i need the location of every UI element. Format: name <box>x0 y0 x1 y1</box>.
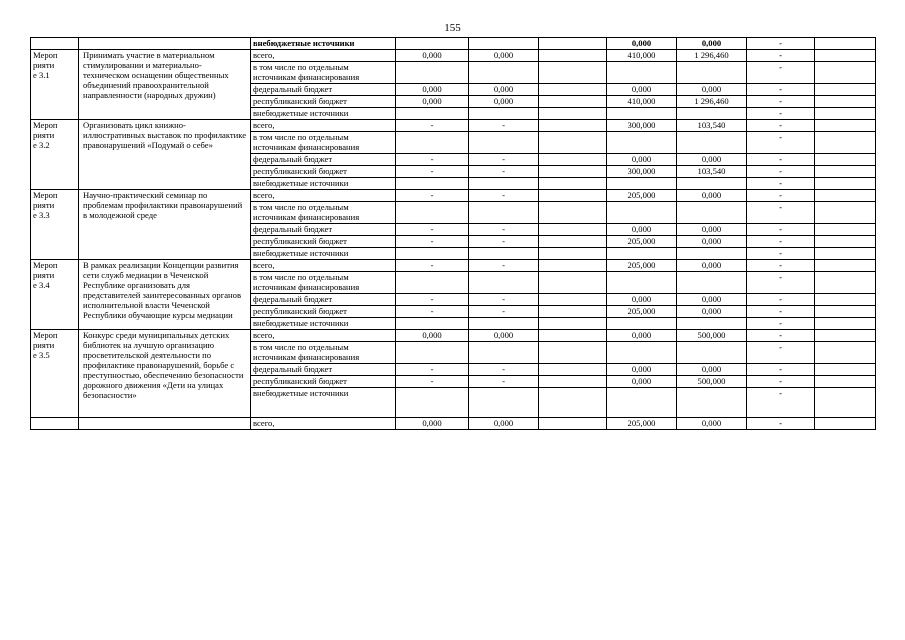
value-cell-c6: 0,000 <box>607 154 677 166</box>
value-cell-c5 <box>539 236 607 248</box>
value-cell-c8: - <box>747 364 815 376</box>
funding-source-cell: республиканский бюджет <box>251 96 396 108</box>
funding-source-cell: федеральный бюджет <box>251 364 396 376</box>
value-cell-c4 <box>469 108 539 120</box>
value-cell-c9 <box>815 154 876 166</box>
value-cell-c9 <box>815 236 876 248</box>
value-cell-c4 <box>469 388 539 418</box>
value-cell-c7: 0,000 <box>677 84 747 96</box>
funding-source-cell: федеральный бюджет <box>251 84 396 96</box>
value-cell-c4: 0,000 <box>469 330 539 342</box>
value-cell-c6 <box>607 132 677 154</box>
value-cell-c3: - <box>396 190 469 202</box>
value-cell-c4: - <box>469 236 539 248</box>
value-cell-c6: 0,000 <box>607 84 677 96</box>
funding-source-cell: в том числе по отдельным источникам финансирования <box>251 62 396 84</box>
value-cell-c8: - <box>747 418 815 430</box>
value-cell-c3: - <box>396 224 469 236</box>
value-cell-c3 <box>396 38 469 50</box>
budget-table <box>30 37 876 430</box>
value-cell-c3: - <box>396 364 469 376</box>
value-cell-c5 <box>539 50 607 62</box>
value-cell-c3: - <box>396 154 469 166</box>
header-continuation-row <box>31 38 876 50</box>
value-cell-c9 <box>815 202 876 224</box>
value-cell-c7 <box>677 202 747 224</box>
value-cell-c6: 300,000 <box>607 120 677 132</box>
value-cell-c7: 103,540 <box>677 120 747 132</box>
funding-source-cell: внебюджетные источники <box>251 108 396 120</box>
value-cell-c9 <box>815 272 876 294</box>
value-cell-c6 <box>607 318 677 330</box>
value-cell-c4 <box>469 248 539 260</box>
funding-source-cell: внебюджетные источники <box>251 388 396 418</box>
empty-cell <box>79 418 251 430</box>
value-cell-c3 <box>396 178 469 190</box>
value-cell-c5 <box>539 62 607 84</box>
value-cell-c4: - <box>469 120 539 132</box>
funding-source-cell: в том числе по отдельным источникам финансирования <box>251 132 396 154</box>
value-cell-c3 <box>396 318 469 330</box>
funding-source-cell: всего, <box>251 120 396 132</box>
funding-source-cell: в том числе по отдельным источникам финансирования <box>251 272 396 294</box>
activity-description-cell: В рамках реализации Концепции развития сети служб медиации в Чеченской Республике организовать для представителей заинтересованных органов исполнительной власти Чеченской Республики обучающие курсы медиации <box>79 260 251 330</box>
value-cell-c4: - <box>469 166 539 178</box>
value-cell-c5 <box>539 294 607 306</box>
value-cell-c6: 410,000 <box>607 50 677 62</box>
empty-cell <box>31 418 79 430</box>
value-cell-c8: - <box>747 84 815 96</box>
value-cell-c7 <box>677 342 747 364</box>
activity-description-cell: Конкурс среди муниципальных детских библиотек на лучшую организацию просветительской деятельности по профилактике правонарушений, борьбе с преступностью, обеспечению безопасности дорожного движения «Дети на улицах безопасности» <box>79 330 251 418</box>
funding-source-cell: внебюджетные источники <box>251 178 396 190</box>
value-cell-c5 <box>539 364 607 376</box>
value-cell-c4 <box>469 132 539 154</box>
value-cell-c8: - <box>747 38 815 50</box>
value-cell-c5 <box>539 388 607 418</box>
value-cell-c5 <box>539 306 607 318</box>
value-cell-c8: - <box>747 154 815 166</box>
table-row <box>31 330 876 342</box>
value-cell-c3: - <box>396 294 469 306</box>
value-cell-c4: - <box>469 224 539 236</box>
value-cell-c6 <box>607 178 677 190</box>
value-cell-c4 <box>469 202 539 224</box>
value-cell-c6: 0,000 <box>607 376 677 388</box>
value-cell-c5 <box>539 178 607 190</box>
value-cell-c3 <box>396 132 469 154</box>
value-cell-c9 <box>815 190 876 202</box>
value-cell-c4 <box>469 178 539 190</box>
value-cell-c9 <box>815 84 876 96</box>
value-cell-c9 <box>815 132 876 154</box>
value-cell-c8: - <box>747 272 815 294</box>
value-cell-c3: - <box>396 120 469 132</box>
value-cell-c5 <box>539 224 607 236</box>
value-cell-c6 <box>607 272 677 294</box>
value-cell-c7 <box>677 62 747 84</box>
value-cell-c6 <box>607 62 677 84</box>
value-cell-c7: 0,000 <box>677 154 747 166</box>
value-cell-c8: - <box>747 224 815 236</box>
empty-cell <box>79 38 251 50</box>
value-cell-c3: - <box>396 306 469 318</box>
funding-source-cell: всего, <box>251 190 396 202</box>
value-cell-c6: 0,000 <box>607 224 677 236</box>
value-cell-c3: 0,000 <box>396 50 469 62</box>
value-cell-c8: - <box>747 96 815 108</box>
value-cell-c3: - <box>396 260 469 272</box>
value-cell-c5 <box>539 190 607 202</box>
value-cell-c3: 0,000 <box>396 96 469 108</box>
value-cell-c4 <box>469 342 539 364</box>
value-cell-c7: 0,000 <box>677 294 747 306</box>
value-cell-c9 <box>815 294 876 306</box>
value-cell-c6 <box>607 388 677 418</box>
value-cell-c4: - <box>469 190 539 202</box>
value-cell-c7: 1 296,460 <box>677 96 747 108</box>
value-cell-c7 <box>677 272 747 294</box>
value-cell-c5 <box>539 120 607 132</box>
value-cell-c9 <box>815 306 876 318</box>
value-cell-c9 <box>815 62 876 84</box>
value-cell-c6 <box>607 202 677 224</box>
activity-description-cell: Научно-практический семинар по проблемам профилактики правонарушений в молодежной среде <box>79 190 251 260</box>
value-cell-c9 <box>815 248 876 260</box>
activity-number-cell: Мероп рияти е 3.5 <box>31 330 79 418</box>
value-cell-c7 <box>677 318 747 330</box>
value-cell-c7: 0,000 <box>677 38 747 50</box>
value-cell-c7 <box>677 248 747 260</box>
value-cell-c5 <box>539 154 607 166</box>
value-cell-c4: 0,000 <box>469 418 539 430</box>
value-cell-c6: 300,000 <box>607 166 677 178</box>
value-cell-c7: 0,000 <box>677 190 747 202</box>
value-cell-c6 <box>607 342 677 364</box>
value-cell-c6: 205,000 <box>607 260 677 272</box>
value-cell-c8: - <box>747 248 815 260</box>
value-cell-c9 <box>815 50 876 62</box>
funding-source-cell: республиканский бюджет <box>251 166 396 178</box>
value-cell-c7: 103,540 <box>677 166 747 178</box>
value-cell-c8: - <box>747 318 815 330</box>
value-cell-c9 <box>815 224 876 236</box>
value-cell-c3 <box>396 272 469 294</box>
value-cell-c4 <box>469 272 539 294</box>
value-cell-c4: - <box>469 306 539 318</box>
value-cell-c8: - <box>747 342 815 364</box>
value-cell-c6: 205,000 <box>607 418 677 430</box>
value-cell-c3 <box>396 342 469 364</box>
value-cell-c9 <box>815 388 876 418</box>
value-cell-c5 <box>539 38 607 50</box>
activity-number-cell: Мероп рияти е 3.1 <box>31 50 79 120</box>
activity-number-cell: Мероп рияти е 3.3 <box>31 190 79 260</box>
value-cell-c9 <box>815 166 876 178</box>
table-row <box>31 190 876 202</box>
funding-source-cell: федеральный бюджет <box>251 294 396 306</box>
value-cell-c8: - <box>747 202 815 224</box>
value-cell-c5 <box>539 84 607 96</box>
value-cell-c9 <box>815 418 876 430</box>
funding-source-cell: внебюджетные источники <box>251 38 396 50</box>
page-number: 155 <box>444 22 461 34</box>
activity-number-cell: Мероп рияти е 3.2 <box>31 120 79 190</box>
value-cell-c4 <box>469 62 539 84</box>
funding-source-cell: внебюджетные источники <box>251 248 396 260</box>
value-cell-c8: - <box>747 190 815 202</box>
value-cell-c8: - <box>747 166 815 178</box>
table-row <box>31 120 876 132</box>
value-cell-c8: - <box>747 108 815 120</box>
funding-source-cell: республиканский бюджет <box>251 306 396 318</box>
value-cell-c3 <box>396 248 469 260</box>
funding-source-cell: республиканский бюджет <box>251 376 396 388</box>
value-cell-c6: 0,000 <box>607 364 677 376</box>
value-cell-c8: - <box>747 120 815 132</box>
activity-description-cell: Организовать цикл книжно-иллюстративных выставок по профилактике правонарушений «Подумай о себе» <box>79 120 251 190</box>
value-cell-c9 <box>815 38 876 50</box>
funding-source-cell: всего, <box>251 330 396 342</box>
value-cell-c6: 205,000 <box>607 306 677 318</box>
value-cell-c9 <box>815 108 876 120</box>
funding-source-cell: федеральный бюджет <box>251 154 396 166</box>
funding-source-cell: всего, <box>251 50 396 62</box>
empty-cell <box>31 38 79 50</box>
funding-source-cell: всего, <box>251 260 396 272</box>
value-cell-c9 <box>815 120 876 132</box>
value-cell-c3: - <box>396 376 469 388</box>
table-row <box>31 260 876 272</box>
value-cell-c5 <box>539 96 607 108</box>
value-cell-c3: 0,000 <box>396 84 469 96</box>
value-cell-c5 <box>539 166 607 178</box>
value-cell-c7 <box>677 388 747 418</box>
value-cell-c9 <box>815 318 876 330</box>
value-cell-c6: 410,000 <box>607 96 677 108</box>
value-cell-c3 <box>396 388 469 418</box>
value-cell-c5 <box>539 376 607 388</box>
table-row <box>31 50 876 62</box>
value-cell-c8: - <box>747 132 815 154</box>
value-cell-c8: - <box>747 330 815 342</box>
activity-number-cell: Мероп рияти е 3.4 <box>31 260 79 330</box>
value-cell-c6: 0,000 <box>607 294 677 306</box>
value-cell-c9 <box>815 260 876 272</box>
value-cell-c5 <box>539 132 607 154</box>
value-cell-c5 <box>539 108 607 120</box>
value-cell-c8: - <box>747 236 815 248</box>
value-cell-c5 <box>539 330 607 342</box>
value-cell-c3: - <box>396 166 469 178</box>
value-cell-c8: - <box>747 294 815 306</box>
value-cell-c6: 0,000 <box>607 330 677 342</box>
value-cell-c7: 500,000 <box>677 376 747 388</box>
value-cell-c8: - <box>747 306 815 318</box>
value-cell-c5 <box>539 418 607 430</box>
value-cell-c3 <box>396 108 469 120</box>
funding-source-cell: федеральный бюджет <box>251 224 396 236</box>
value-cell-c7 <box>677 178 747 190</box>
value-cell-c5 <box>539 342 607 364</box>
value-cell-c5 <box>539 272 607 294</box>
value-cell-c5 <box>539 202 607 224</box>
value-cell-c4: - <box>469 294 539 306</box>
value-cell-c9 <box>815 96 876 108</box>
value-cell-c4 <box>469 38 539 50</box>
value-cell-c4: - <box>469 376 539 388</box>
funding-source-cell: республиканский бюджет <box>251 236 396 248</box>
value-cell-c4: - <box>469 154 539 166</box>
value-cell-c4: - <box>469 364 539 376</box>
value-cell-c6: 205,000 <box>607 190 677 202</box>
value-cell-c3: - <box>396 236 469 248</box>
value-cell-c7: 500,000 <box>677 330 747 342</box>
funding-source-cell: в том числе по отдельным источникам финансирования <box>251 342 396 364</box>
value-cell-c9 <box>815 376 876 388</box>
value-cell-c7: 0,000 <box>677 224 747 236</box>
value-cell-c4: 0,000 <box>469 50 539 62</box>
value-cell-c4: 0,000 <box>469 84 539 96</box>
value-cell-c3 <box>396 62 469 84</box>
value-cell-c6: 205,000 <box>607 236 677 248</box>
value-cell-c8: - <box>747 50 815 62</box>
value-cell-c7: 0,000 <box>677 418 747 430</box>
value-cell-c4: - <box>469 260 539 272</box>
value-cell-c5 <box>539 260 607 272</box>
activity-description-cell: Принимать участие в материальном стимулировании и материально-техническом оснащении общественных объединений правоохранительной направленности (народных дружин) <box>79 50 251 120</box>
value-cell-c3 <box>396 202 469 224</box>
value-cell-c8: - <box>747 376 815 388</box>
total-row <box>31 418 876 430</box>
value-cell-c6 <box>607 248 677 260</box>
value-cell-c7 <box>677 108 747 120</box>
value-cell-c4: 0,000 <box>469 96 539 108</box>
value-cell-c5 <box>539 318 607 330</box>
value-cell-c9 <box>815 364 876 376</box>
value-cell-c7: 0,000 <box>677 260 747 272</box>
value-cell-c7: 0,000 <box>677 236 747 248</box>
value-cell-c8: - <box>747 62 815 84</box>
value-cell-c6 <box>607 108 677 120</box>
value-cell-c3: 0,000 <box>396 418 469 430</box>
value-cell-c7 <box>677 132 747 154</box>
funding-source-cell: в том числе по отдельным источникам финансирования <box>251 202 396 224</box>
value-cell-c9 <box>815 330 876 342</box>
value-cell-c9 <box>815 178 876 190</box>
value-cell-c3: 0,000 <box>396 330 469 342</box>
funding-source-cell: внебюджетные источники <box>251 318 396 330</box>
value-cell-c8: - <box>747 178 815 190</box>
funding-source-cell: всего, <box>251 418 396 430</box>
value-cell-c5 <box>539 248 607 260</box>
value-cell-c8: - <box>747 260 815 272</box>
value-cell-c9 <box>815 342 876 364</box>
value-cell-c7: 0,000 <box>677 364 747 376</box>
value-cell-c7: 0,000 <box>677 306 747 318</box>
value-cell-c6: 0,000 <box>607 38 677 50</box>
value-cell-c7: 1 296,460 <box>677 50 747 62</box>
value-cell-c4 <box>469 318 539 330</box>
value-cell-c8: - <box>747 388 815 418</box>
